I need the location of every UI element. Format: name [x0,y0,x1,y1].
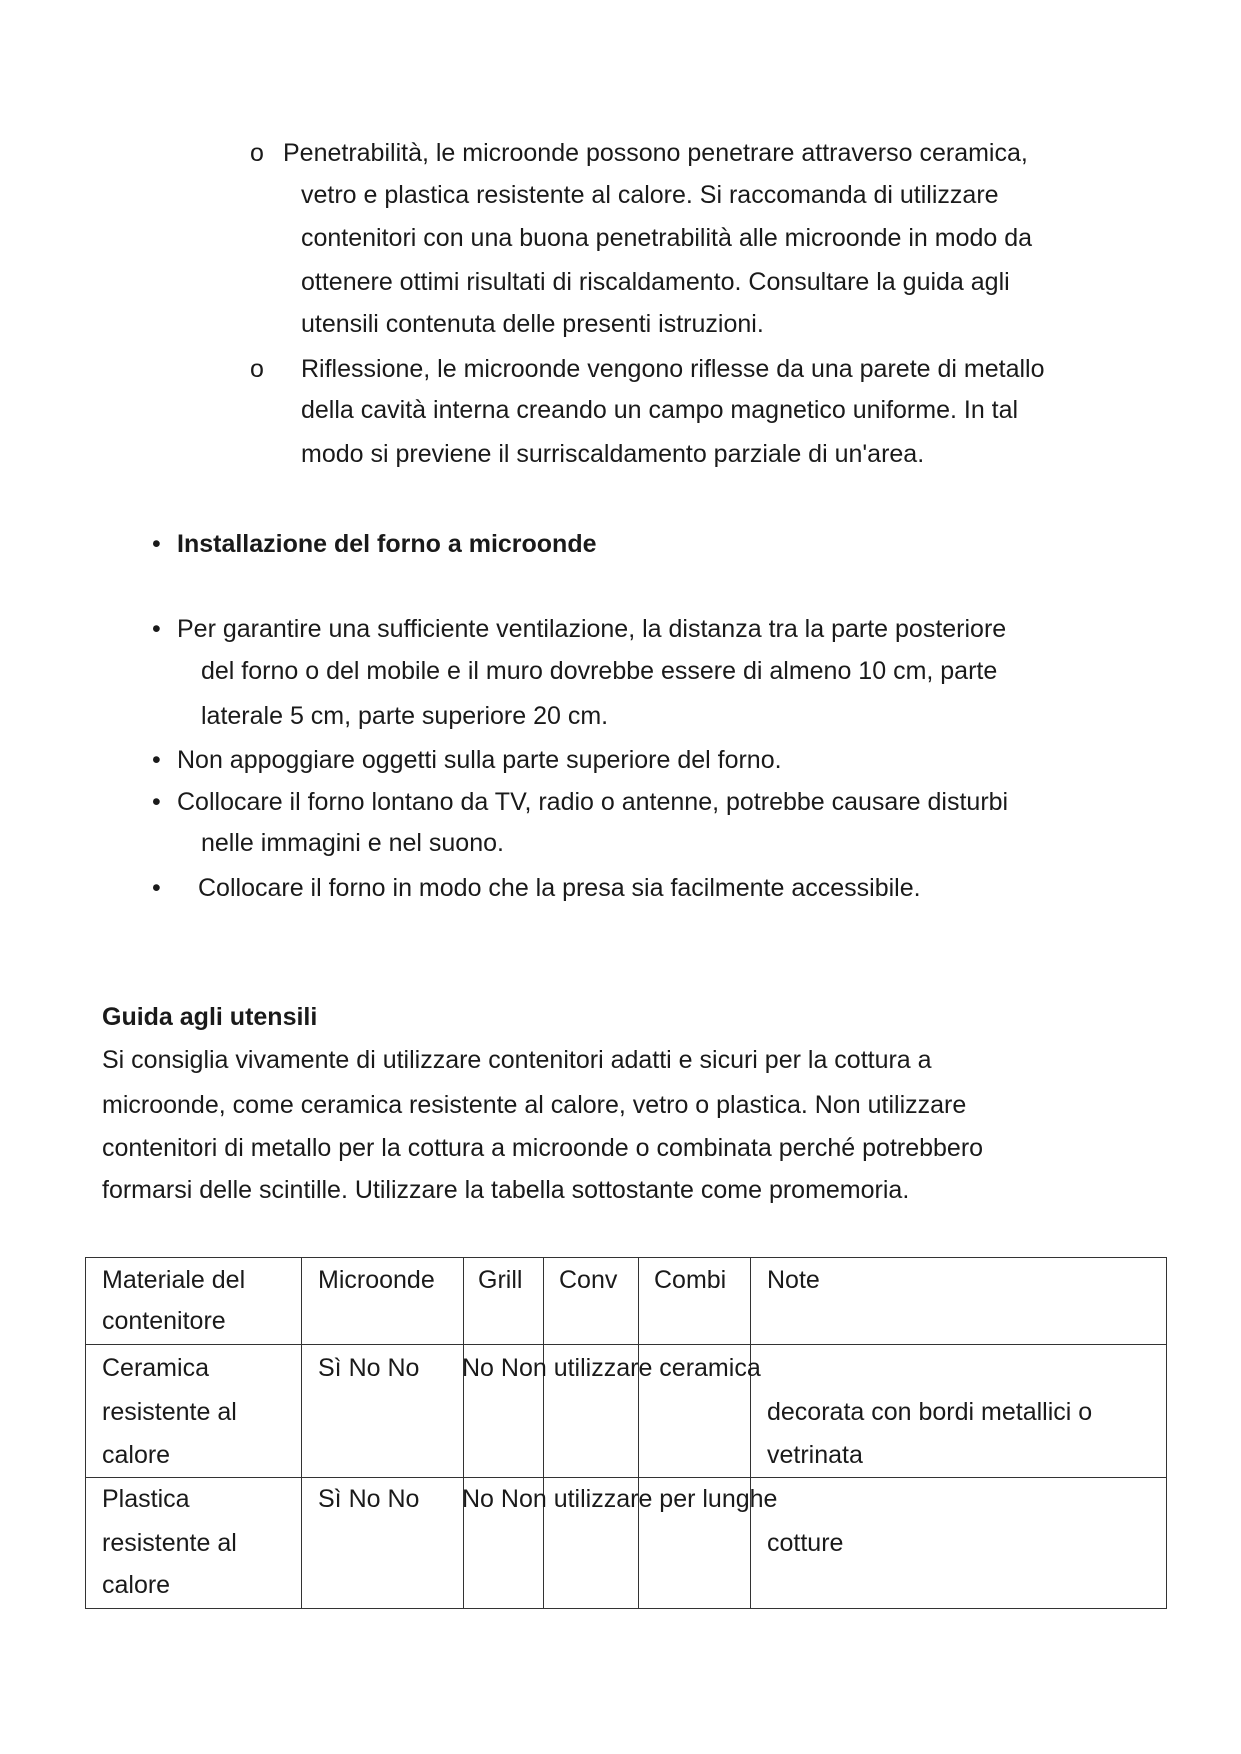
bullet-text: nelle immagini e nel suono. [201,829,504,857]
bullet-text: Collocare il forno in modo che la presa sia facilmente accessibile. [198,874,921,902]
cell-material: calore [102,1571,171,1599]
sub-bullet-text: della cavità interna creando un campo magnetico uniforme. In tal [301,396,1019,424]
sub-bullet-text: ottenere ottimi risultati di riscaldamento. Consultare la guida agli [301,268,1010,296]
cell-material: resistente al [102,1398,237,1426]
guide-text: contenitori di metallo per la cottura a microonde o combinata perché potrebbero [102,1134,984,1162]
section-heading: Installazione del forno a microonde [177,530,597,558]
sub-bullet-text: Riflessione, le microonde vengono riflesse da una parete di metallo [301,355,1045,383]
header-combi: Combi [654,1266,727,1294]
header-material: Materiale del [102,1266,246,1294]
sub-bullet-marker: o [250,139,264,167]
sub-bullet-text: modo si previene il surriscaldamento parziale di un'area. [301,440,925,468]
cell-material: calore [102,1441,171,1469]
sub-bullet-marker: o [250,355,264,383]
sub-bullet-text: utensili contenuta delle presenti istruzioni. [301,310,764,338]
bullet-text: del forno o del mobile e il muro dovrebbe essere di almeno 10 cm, parte [201,657,998,685]
cell-overflow: No Non utilizzare per lunghe [462,1485,778,1513]
header-grill: Grill [478,1266,523,1294]
cell-values: Sì No No [318,1485,420,1513]
table-col-divider [463,1257,464,1609]
cell-note: vetrinata [767,1441,863,1469]
cell-values: Sì No No [318,1354,420,1382]
bullet-marker: • [152,615,161,643]
header-material: contenitore [102,1307,226,1335]
guide-text: Si consiglia vivamente di utilizzare contenitori adatti e sicuri per la cottura a [102,1046,932,1074]
table-col-divider [543,1257,544,1609]
bullet-marker: • [152,746,161,774]
cell-material: resistente al [102,1529,237,1557]
cell-note: cotture [767,1529,844,1557]
cell-material: Ceramica [102,1354,209,1382]
bullet-marker: • [152,874,161,902]
header-microonde: Microonde [318,1266,435,1294]
sub-bullet-text: contenitori con una buona penetrabilità alle microonde in modo da [301,224,1033,252]
guide-text: microonde, come ceramica resistente al calore, vetro o plastica. Non utilizzare [102,1091,967,1119]
bullet-text: Non appoggiare oggetti sulla parte superiore del forno. [177,746,782,774]
table-col-divider [638,1257,639,1609]
guide-text: formarsi delle scintille. Utilizzare la tabella sottostante come promemoria. [102,1176,910,1204]
bullet-text: Collocare il forno lontano da TV, radio o antenne, potrebbe causare disturbi [177,788,1009,816]
bullet-marker: • [152,530,161,558]
cell-overflow: No Non utilizzare ceramica [462,1354,761,1382]
sub-bullet-text: vetro e plastica resistente al calore. Si raccomanda di utilizzare [301,181,999,209]
header-note: Note [767,1266,820,1294]
sub-bullet-text: Penetrabilità, le microonde possono penetrare attraverso ceramica, [283,139,1028,167]
guide-title: Guida agli utensili [102,1003,318,1031]
bullet-text: Per garantire una sufficiente ventilazione, la distanza tra la parte posteriore [177,615,1007,643]
header-conv: Conv [559,1266,618,1294]
table-col-divider [750,1257,751,1609]
bullet-text: laterale 5 cm, parte superiore 20 cm. [201,702,609,730]
table-row-divider [85,1344,1167,1345]
table-row-divider [85,1477,1167,1478]
bullet-marker: • [152,788,161,816]
utensil-table [85,1257,1167,1609]
cell-note: decorata con bordi metallici o [767,1398,1093,1426]
cell-material: Plastica [102,1485,190,1513]
table-col-divider [301,1257,302,1609]
